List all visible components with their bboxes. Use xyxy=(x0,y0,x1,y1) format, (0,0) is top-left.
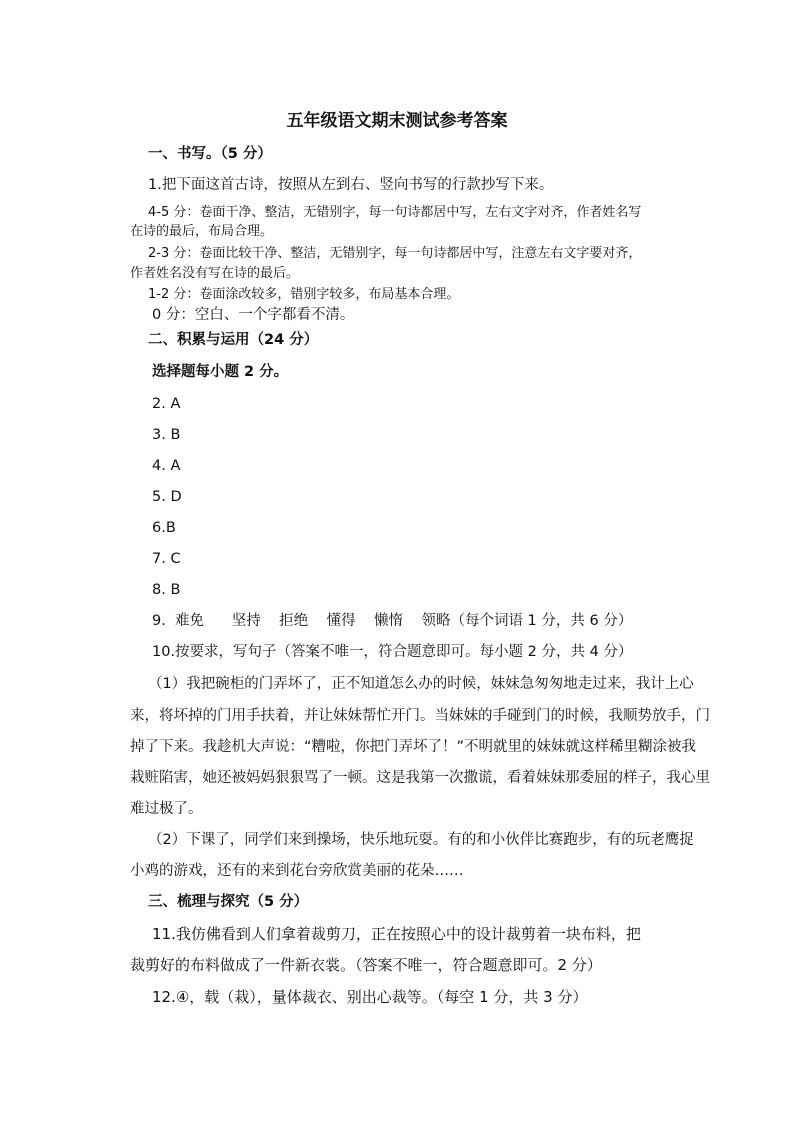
q10-2-line-2: 小鸡的游戏，还有的来到花台旁欣赏美丽的花朵…… xyxy=(130,863,464,879)
question-1: 1.把下面这首古诗，按照从左到右、竖向书写的行款抄写下来。 xyxy=(148,177,554,193)
question-12: 12.④，载（栽），量体裁衣、别出心裁等。（每空 1 分，共 3 分） xyxy=(152,988,588,1006)
answer-6: 6.B xyxy=(152,520,176,536)
rubric-2-3-line-1: 2-3 分：卷面比较干净、整洁，无错别字，每一句诗都居中写，注意左右文字要对齐， xyxy=(148,246,642,261)
q10-2-line-1: （2）下课了，同学们来到操场，快乐地玩耍。有的和小伙伴比赛跑步，有的玩老鹰捉 xyxy=(148,832,694,848)
question-11-line-1: 11.我仿佛看到人们拿着裁剪刀，正在按照心中的设计裁剪着一块布料，把 xyxy=(152,925,641,943)
section-2-heading: 二、积累与运用（24 分） xyxy=(148,332,319,348)
answer-9: 9. 难免 坚持 拒绝 懂得 懒惰 领略（每个词语 1 分，共 6 分） xyxy=(152,613,633,629)
question-10: 10.按要求，写句子（答案不唯一，符合题意即可。每小题 2 分，共 4 分） xyxy=(152,644,633,660)
answer-5: 5. D xyxy=(152,489,182,505)
rubric-4-5-line-2: 在诗的最后，布局合理。 xyxy=(130,224,274,239)
q10-1-line-1: （1）我把碗柜的门弄坏了，正不知道怎么办的时候，妹妹急匆匆地走过来，我计上心 xyxy=(148,676,694,692)
section-1-heading: 一、书写。（5 分） xyxy=(148,146,272,162)
answer-7: 7. C xyxy=(152,551,181,567)
page-title: 五年级语文期末测试参考答案 xyxy=(286,111,508,131)
rubric-4-5-line-1: 4-5 分：卷面干净、整洁，无错别字，每一句诗都居中写，左右文字对齐，作者姓名写 xyxy=(148,205,642,220)
q10-1-line-2: 来，将坏掉的门用手扶着，并让妹妹帮忙开门。当妹妹的手碰到门的时候，我顺势放手，门 xyxy=(130,708,710,724)
question-11-line-2: 裁剪好的布料做成了一件新衣裳。（答案不唯一，符合题意即可。2 分） xyxy=(130,956,602,974)
choice-note: 选择题每小题 2 分。 xyxy=(152,364,289,380)
answer-4: 4. A xyxy=(152,458,181,474)
rubric-2-3-line-2: 作者姓名没有写在诗的最后。 xyxy=(130,266,300,281)
rubric-0: 0 分：空白、一个字都看不清。 xyxy=(152,307,355,323)
q10-1-line-4: 栽赃陷害，她还被妈妈狠狠骂了一顿。这是我第一次撒谎，看着妹妹那委屈的样子，我心里 xyxy=(130,770,710,786)
answer-8: 8. B xyxy=(152,582,181,598)
q10-1-line-3: 掉了下来。我趁机大声说：“糟啦，你把门弄坏了！”不明就里的妹妹就这样稀里糊涂被我 xyxy=(130,739,697,755)
rubric-1-2: 1-2 分：卷面涂改较多，错别字较多，布局基本合理。 xyxy=(148,287,460,302)
q10-1-line-5: 难过极了。 xyxy=(130,801,203,817)
section-3-heading: 三、梳理与探究（5 分） xyxy=(148,894,309,910)
answer-2: 2. A xyxy=(152,396,181,412)
answer-3: 3. B xyxy=(152,427,181,443)
